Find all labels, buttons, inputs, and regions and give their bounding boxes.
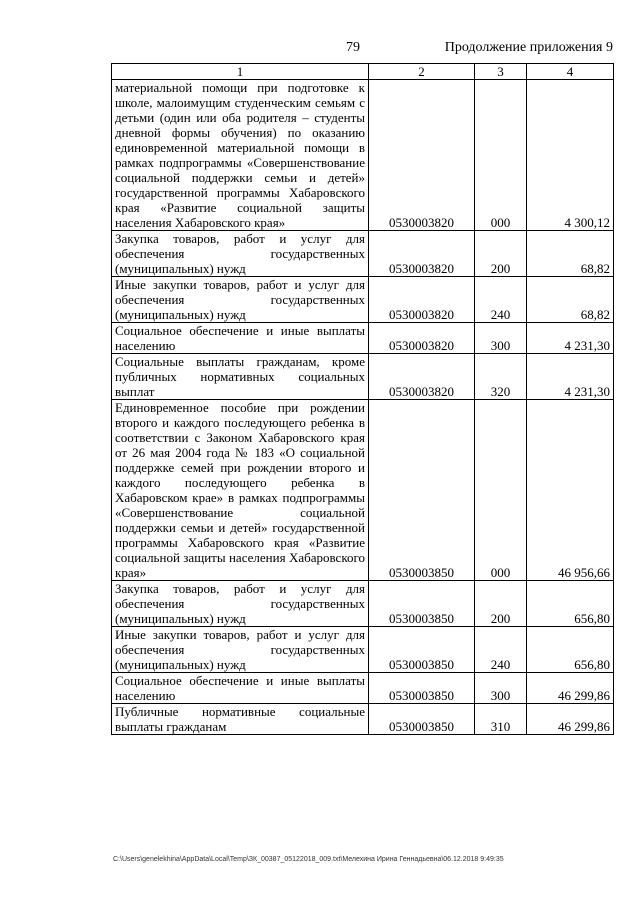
row-name: Закупка товаров, работ и услуг для обеспечения государственных (муниципальных) нужд	[112, 581, 369, 627]
expense-type-code: 000	[475, 400, 527, 581]
expense-type-code: 310	[475, 704, 527, 735]
target-article-code: 0530003850	[369, 704, 475, 735]
expense-type-code: 240	[475, 627, 527, 673]
table-row	[112, 354, 614, 400]
expense-type-code: 200	[475, 231, 527, 277]
target-article-code: 0530003820	[369, 277, 475, 323]
column-header: 3	[475, 64, 527, 80]
target-article-code: 0530003850	[369, 400, 475, 581]
amount: 68,82	[527, 277, 614, 323]
column-header: 1	[112, 64, 369, 80]
target-article-code: 0530003820	[369, 231, 475, 277]
amount: 46 956,66	[527, 400, 614, 581]
column-header: 2	[369, 64, 475, 80]
expense-type-code: 200	[475, 581, 527, 627]
table-row	[112, 704, 614, 735]
target-article-code: 0530003820	[369, 323, 475, 354]
amount: 46 299,86	[527, 704, 614, 735]
target-article-code: 0530003850	[369, 673, 475, 704]
row-name: Социальное обеспечение и иные выплаты населению	[112, 323, 369, 354]
amount: 46 299,86	[527, 673, 614, 704]
amount: 4 231,30	[527, 323, 614, 354]
target-article-code: 0530003820	[369, 354, 475, 400]
table-row	[112, 231, 614, 277]
amount: 68,82	[527, 231, 614, 277]
table-row	[112, 80, 614, 231]
file-path-footer: C:\Users\genelekhina\AppData\Local\Temp\ЗК_00387_05122018_009.txt\Мелехина Ирина Геннадьевна\06.12.2018 9:49:35	[113, 856, 504, 863]
amount: 656,80	[527, 581, 614, 627]
table-row	[112, 277, 614, 323]
table-row	[112, 673, 614, 704]
row-name: Публичные нормативные социальные выплаты гражданам	[112, 704, 369, 735]
target-article-code: 0530003820	[369, 80, 475, 231]
amount: 4 300,12	[527, 80, 614, 231]
table-row	[112, 400, 614, 581]
appendix-continuation-label: Продолжение приложения 9	[444, 40, 613, 55]
table-row	[112, 323, 614, 354]
row-name: Социальное обеспечение и иные выплаты населению	[112, 673, 369, 704]
target-article-code: 0530003850	[369, 581, 475, 627]
amount: 4 231,30	[527, 354, 614, 400]
row-name: Иные закупки товаров, работ и услуг для обеспечения государственных (муниципальных) нужд	[112, 627, 369, 673]
expense-type-code: 300	[475, 323, 527, 354]
target-article-code: 0530003850	[369, 627, 475, 673]
row-name: Социальные выплаты гражданам, кроме публичных нормативных социальных выплат	[112, 354, 369, 400]
column-header: 4	[527, 64, 614, 80]
expense-type-code: 320	[475, 354, 527, 400]
table-header-row	[112, 64, 614, 80]
row-name: материальной помощи при подготовке к школе, малоимущим студенческим семьям с детьми (один или оба родителя – студенты дневной формы обучения) по оказанию единовременной материальной помощи в рамках подпрограммы «Совершенствование социальной поддержки семьи и детей» государственной программы Хабаровского края «Развитие социальной защиты населения Хабаровского края»	[112, 80, 369, 231]
row-name: Иные закупки товаров, работ и услуг для обеспечения государственных (муниципальных) нужд	[112, 277, 369, 323]
expense-type-code: 240	[475, 277, 527, 323]
table-row	[112, 627, 614, 673]
expense-type-code: 000	[475, 80, 527, 231]
amount: 656,80	[527, 627, 614, 673]
row-name: Единовременное пособие при рождении второго и каждого последующего ребенка в соответствии с Законом Хабаровского края от 26 мая 2004 года № 183 «О социальной поддержке семей при рождении второго и каждого последующего ребенка в Хабаровском крае» в рамках подпрограммы «Совершенствование социальной поддержки семьи и детей» государственной программы Хабаровского края «Развитие социальной защиты населения Хабаровского края»	[112, 400, 369, 581]
row-name: Закупка товаров, работ и услуг для обеспечения государственных (муниципальных) нужд	[112, 231, 369, 277]
expense-type-code: 300	[475, 673, 527, 704]
table-row	[112, 581, 614, 627]
page-number: 79	[346, 40, 360, 55]
budget-table	[111, 63, 614, 735]
